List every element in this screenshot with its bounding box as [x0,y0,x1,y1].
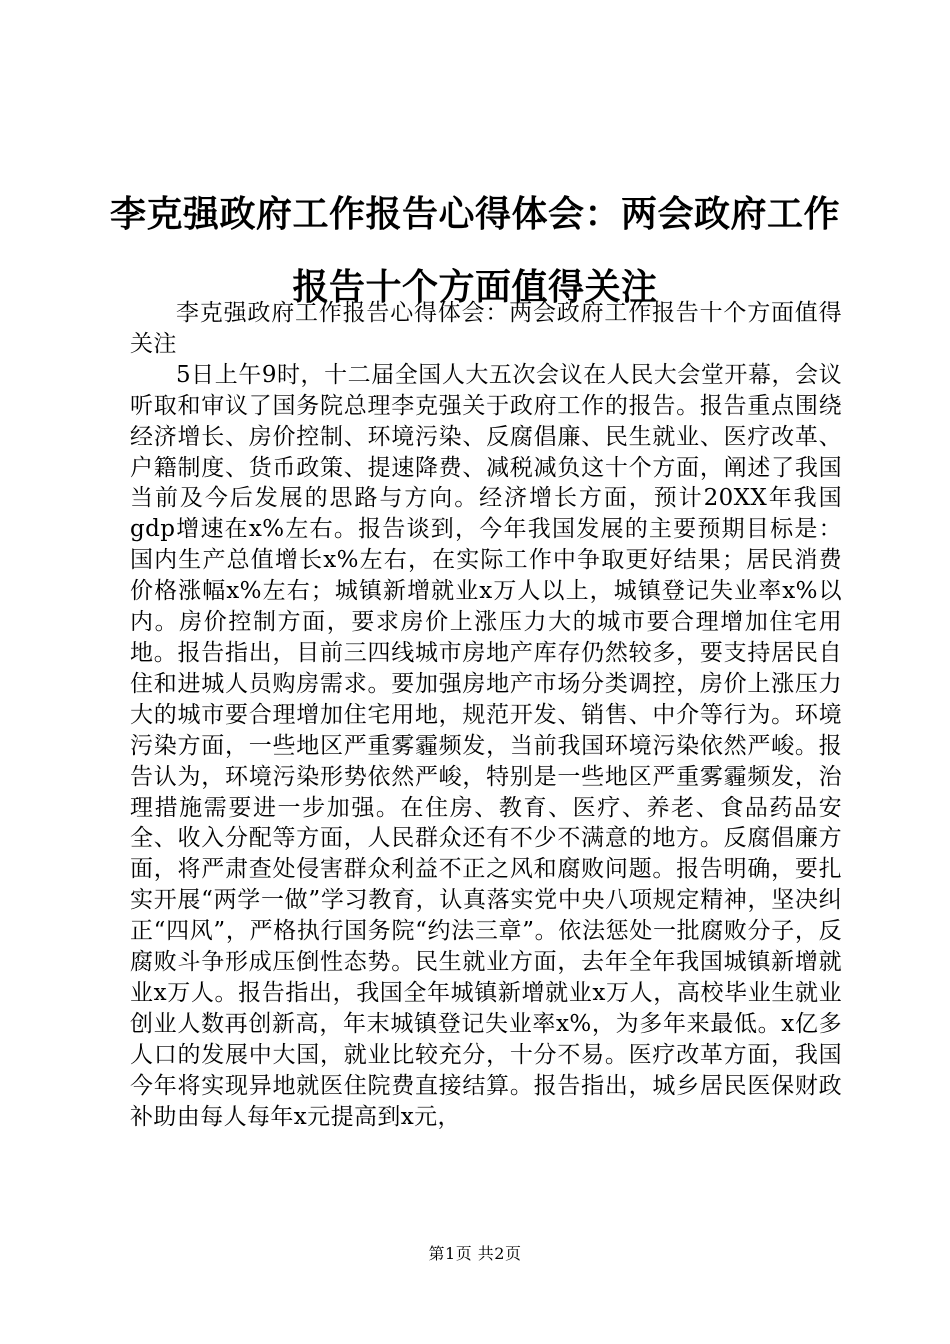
document-subtitle-paragraph: 李克强政府工作报告心得体会：两会政府工作报告十个方面值得关注 [130,300,842,357]
page-footer [0,1244,950,1264]
document-body [130,298,842,1132]
page-number-label: 第1页 共2页 [428,1244,522,1263]
document-paragraph: 5日上午9时，十二届全国人大五次会议在人民大会堂开幕，会议听取和审议了国务院总理李克强关于政府工作的报告。报告重点围绕经济增长、房价控制、环境污染、反腐倡廉、民生就业、医疗改革、户籍制度、货币政策、提速降费、减税减负这十个方面，阐述了我国当前及今后发展的思路与方向。经济增长方面，预计20XX年我国gdp增速在x%左右。报告谈到，今年我国发展的主要预期目标是：国内生产总值增长x%左右，在实际工作中争取更好结果；居民消费价格涨幅x%左右；城镇新增就业x万人以上，城镇登记失业率x%以内。房价控制方面，要求房价上涨压力大的城市要合理增加住宅用地。报告指出，目前三四线城市房地产库存仍然较多，要支持居民自住和进城人员购房需求。要加强房地产市场分类调控，房价上涨压力大的城市要合理增加住宅用地，规范开发、销售、中介等行为。环境污染方面，一些地区严重雾霾频发，当前我国环境污染依然严峻。报告认为，环境污染形势依然严峻，特别是一些地区严重雾霾频发，治理措施需要进一步加强。在住房、教育、医疗、养老、食品药品安全、收入分配等方面，人民群众还有不少不满意的地方。反腐倡廉方面，将严肃查处侵害群众利益不正之风和腐败问题。报告明确，要扎实开展“两学一做”学习教育，认真落实党中央八项规定精神，坚决纠正“四风”，严格执行国务院“约法三章”。依法惩处一批腐败分子，反腐败斗争形成压倒性态势。民生就业方面，去年全年我国城镇新增就业x万人。报告指出，我国全年城镇新增就业x万人，高校毕业生就业创业人数再创新高，年末城镇登记失业率x%，为多年来最低。x亿多人口的发展中大国，就业比较充分，十分不易。医疗改革方面，我国今年将实现异地就医住院费直接结算。报告指出，城乡居民医保财政补助由每人每年x元提高到x元， [130,361,842,1130]
document-title: 李克强政府工作报告心得体会：两会政府工作报告十个方面值得关注 [109,193,840,308]
